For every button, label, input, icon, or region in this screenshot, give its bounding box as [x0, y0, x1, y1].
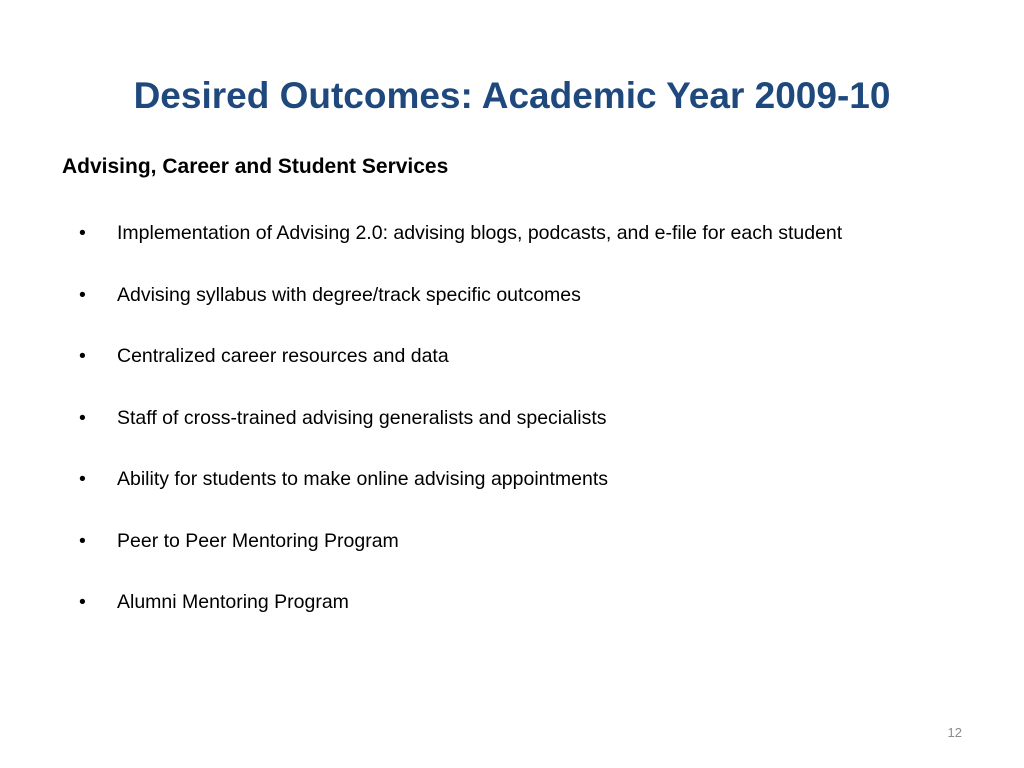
bullet-icon: • [79, 591, 86, 613]
list-item [0, 341, 1024, 403]
bullet-text: Staff of cross-trained advising generalists and specialists [117, 406, 607, 429]
list-item [0, 280, 1024, 342]
bullet-icon: • [79, 222, 86, 244]
bullet-icon: • [79, 283, 86, 306]
list-item [0, 587, 1024, 649]
bullet-icon: • [79, 529, 86, 552]
bullet-text: Implementation of Advising 2.0: advising blogs, podcasts, and e-file for each student [117, 222, 843, 244]
bullet-list [0, 218, 1024, 649]
bullet-text: Alumni Mentoring Program [117, 591, 349, 613]
bullet-text: Peer to Peer Mentoring Program [117, 529, 399, 552]
section-heading: Advising, Career and Student Services [62, 155, 449, 178]
bullet-icon: • [79, 345, 86, 367]
list-item [0, 403, 1024, 465]
slide-title: Desired Outcomes: Academic Year 2009-10 [133, 75, 891, 116]
bullet-icon: • [79, 406, 86, 429]
list-item [0, 464, 1024, 526]
bullet-text: Centralized career resources and data [117, 345, 449, 367]
bullet-text: Advising syllabus with degree/track specific outcomes [117, 283, 581, 306]
list-item [0, 218, 1024, 280]
slide-number: 12 [947, 725, 962, 740]
bullet-icon: • [79, 468, 86, 490]
list-item [0, 526, 1024, 588]
bullet-text: Ability for students to make online advising appointments [117, 468, 609, 490]
